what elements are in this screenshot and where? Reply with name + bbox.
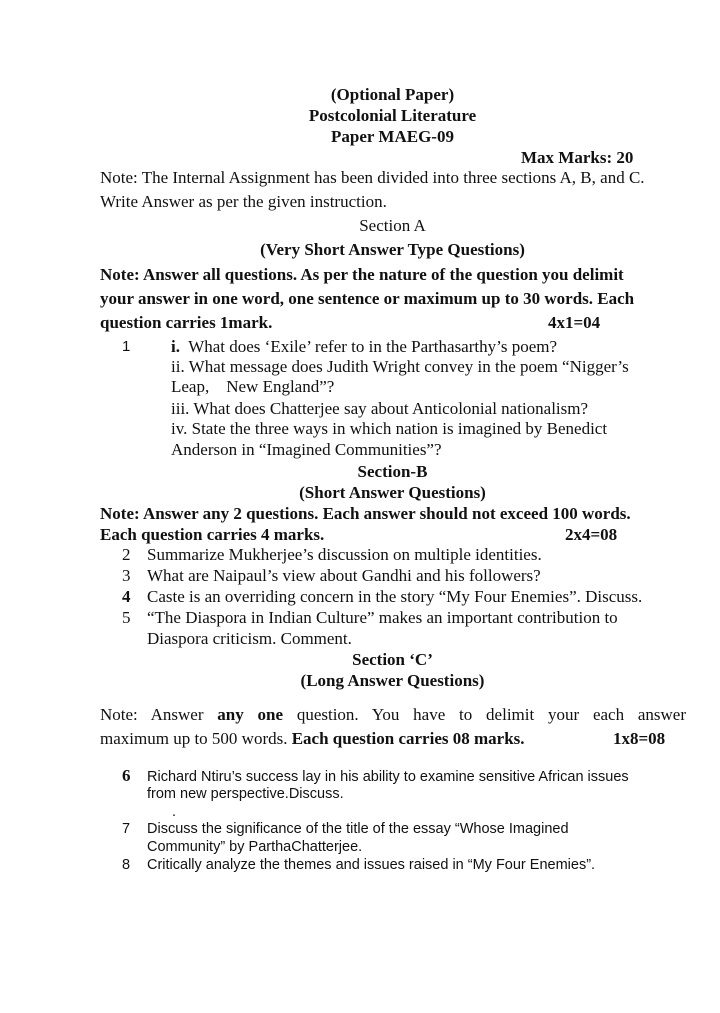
item-label: iv. [171, 419, 188, 438]
section-a-note-line2: your answer in one word, one sentence or maximum up to 30 words. Each [100, 289, 635, 308]
section-c-title: Section ‘C’ [352, 650, 433, 669]
note-text: Note: Answer [100, 705, 218, 724]
item-label: i. [171, 337, 180, 356]
intro-note-line1: Note: The Internal Assignment has been divided into three sections A, B, and C. [100, 168, 645, 187]
question-text: Summarize Mukherjee’s discussion on multiple identities. [147, 545, 542, 564]
question-text: What are Naipaul’s view about Gandhi and his followers? [147, 566, 541, 585]
paper-code: Paper MAEG-09 [331, 127, 454, 146]
question-6 [122, 766, 629, 787]
question-1-iii [171, 398, 588, 420]
item-text: State the three ways in which nation is imagined by Benedict [191, 419, 608, 438]
note-emphasis: any one [217, 705, 284, 724]
section-b-marks: 2x4=08 [565, 525, 618, 544]
question-number: 3 [122, 566, 131, 585]
question-4 [122, 586, 642, 608]
question-text: Discuss the significance of the title of the essay “Whose Imagined [147, 821, 569, 837]
question-8 [122, 856, 595, 875]
item-label: ii. [171, 357, 185, 376]
question-6-cont: from new perspective.Discuss. [147, 786, 344, 802]
section-b-title: Section-B [357, 462, 428, 481]
max-marks: Max Marks: 20 [521, 148, 634, 167]
section-a-marks: 4x1=04 [548, 313, 601, 332]
section-b-subtitle: (Short Answer Questions) [299, 483, 486, 502]
section-b-note-line1: Note: Answer any 2 questions. Each answer should not exceed 100 words. [100, 504, 631, 523]
question-text: Caste is an overriding concern in the story “My Four Enemies”. Discuss. [147, 587, 643, 606]
section-c-subtitle: (Long Answer Questions) [300, 671, 485, 690]
question-2 [122, 544, 542, 566]
question-5-cont: Diaspora criticism. Comment. [147, 629, 352, 648]
question-text: Critically analyze the themes and issues raised in “My Four Enemies”. [147, 857, 596, 873]
item-text: What does ‘Exile’ refer to in the Parthasarthy’s poem? [188, 337, 558, 356]
question-1-ii [171, 356, 629, 378]
question-text: “The Diaspora in Indian Culture” makes an important contribution to [147, 608, 618, 627]
question-number: 7 [122, 821, 131, 837]
note-text: maximum up to 500 words. [100, 729, 292, 748]
question-number: 4 [122, 587, 131, 606]
question-text: Richard Ntiru’s success lay in his ability to examine sensitive African issues [147, 769, 629, 785]
question-number: 6 [122, 766, 131, 785]
question-1-iv-cont: Anderson in “Imagined Communities”? [171, 440, 442, 459]
section-c-note-line1 [100, 704, 686, 726]
intro-note-line2: Write Answer as per the given instruction. [100, 192, 387, 211]
stray-mark: . [172, 804, 177, 820]
item-text: What message does Judith Wright convey in the poem “Nigger’s [188, 357, 629, 376]
question-1-ii-cont: Leap, New England”? [171, 377, 335, 396]
section-a-note-line3: question carries 1mark. [100, 313, 273, 332]
course-title: Postcolonial Literature [308, 106, 477, 125]
question-number: 5 [122, 608, 131, 627]
note-emphasis: Each question carries 08 marks. [291, 729, 525, 748]
question-number: 2 [122, 545, 131, 564]
paper-type: (Optional Paper) [330, 85, 455, 104]
section-a-note-line1: Note: Answer all questions. As per the nature of the question you delimit [100, 265, 624, 284]
section-c-note-line2 [100, 728, 525, 750]
section-a-title: Section A [359, 216, 426, 235]
item-text: What does Chatterjee say about Anticolonial nationalism? [193, 399, 589, 418]
section-b-note-line2: Each question carries 4 marks. [100, 525, 325, 544]
section-c-marks: 1x8=08 [613, 729, 666, 748]
note-text: question. You have to delimit your each answer [283, 705, 686, 724]
item-label: iii. [171, 399, 190, 418]
question-3 [122, 565, 541, 587]
question-7-cont: Community” by ParthaChatterjee. [147, 839, 363, 855]
section-a-subtitle: (Very Short Answer Type Questions) [260, 240, 525, 259]
question-1-i [171, 336, 557, 358]
question-number-1: 1 [122, 338, 131, 355]
question-7 [122, 820, 569, 839]
question-number: 8 [122, 857, 131, 873]
question-1-iv [171, 418, 607, 440]
question-5 [122, 607, 618, 629]
